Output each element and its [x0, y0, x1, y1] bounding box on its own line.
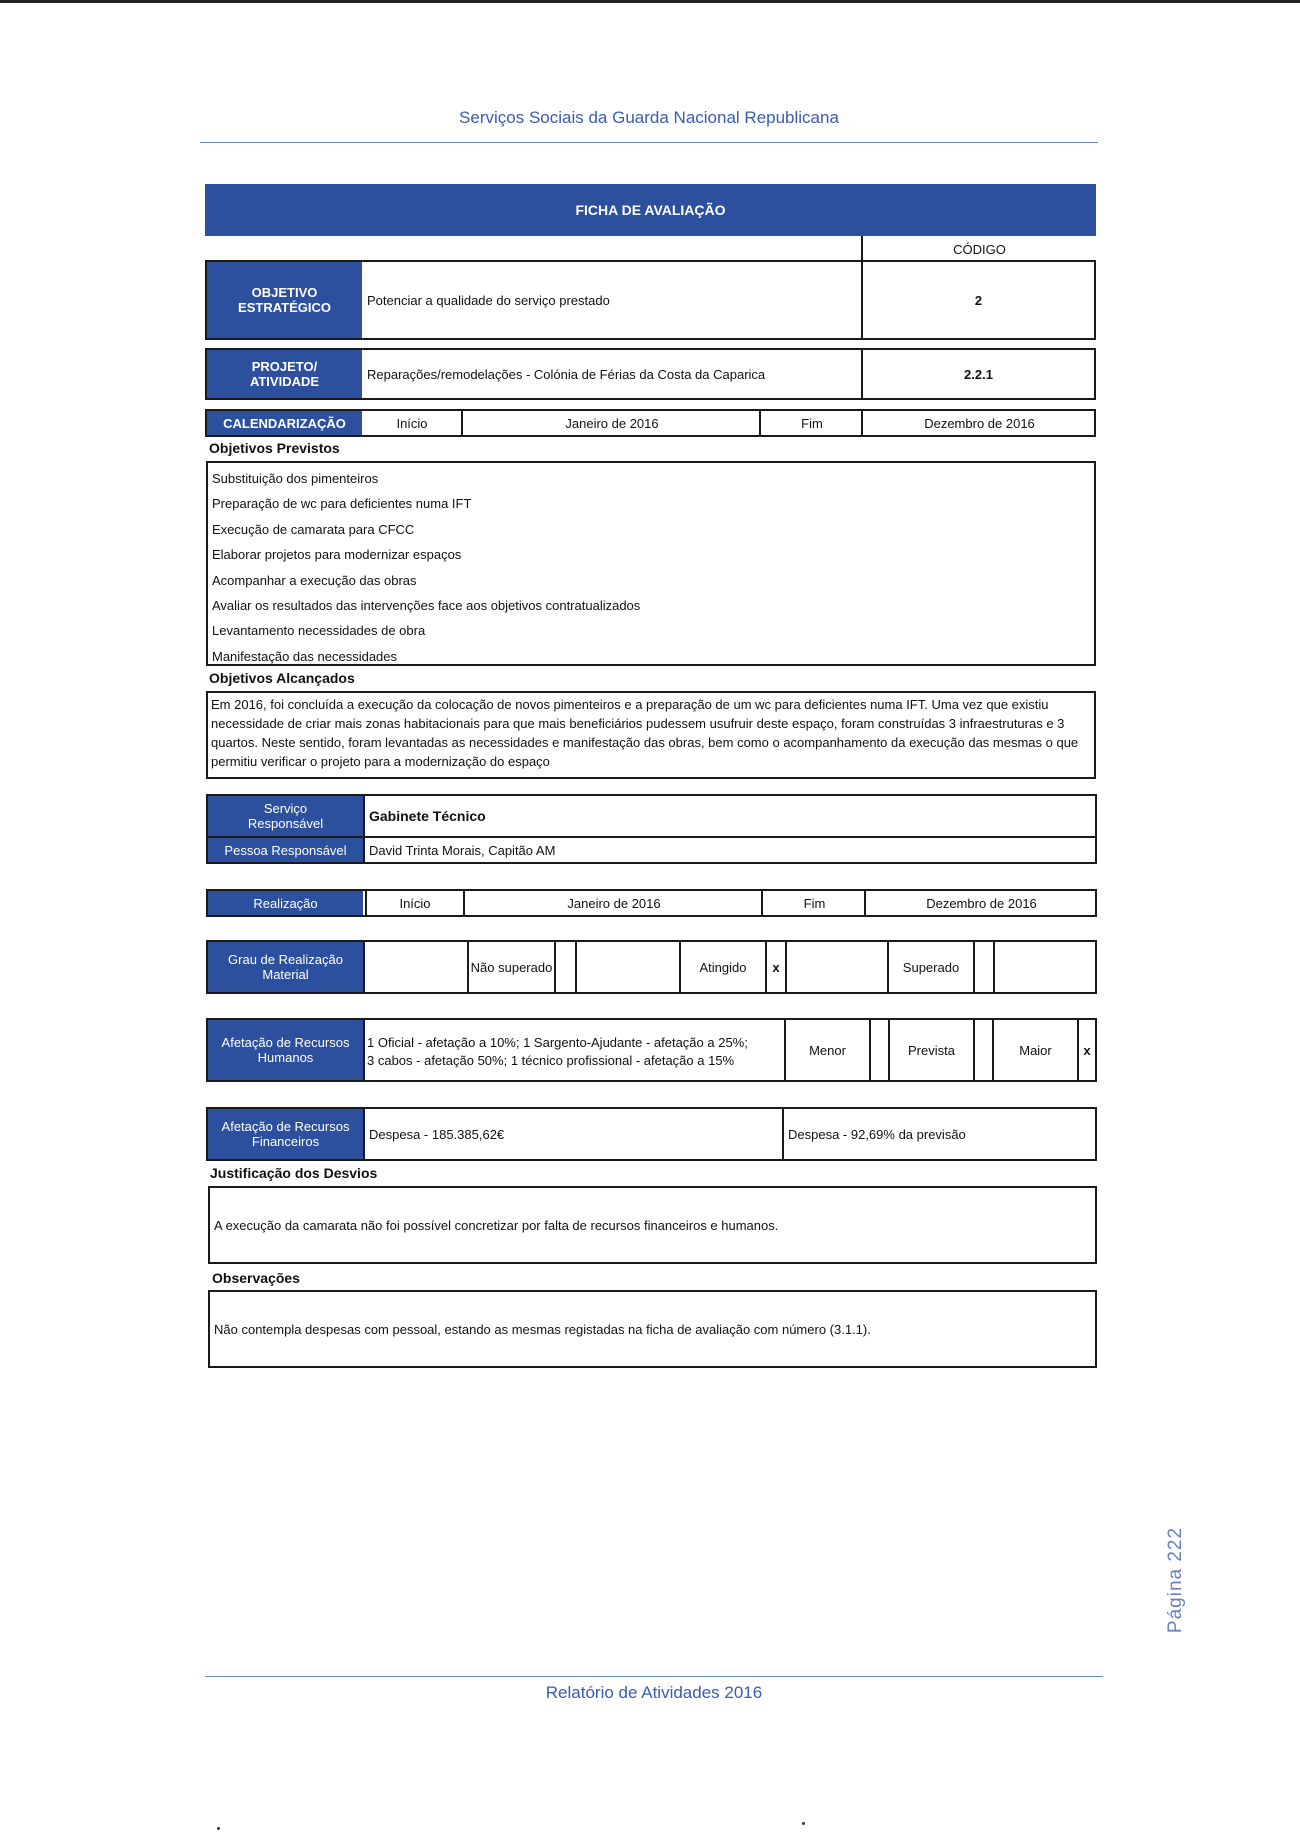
rh-line-2: 3 cabos - afetação 50%; 1 técnico profissional - afetação a 15% [367, 1053, 735, 1068]
footer-rule [205, 1676, 1103, 1677]
rf-label: Afetação de Recursos Financeiros [208, 1109, 363, 1159]
realizacao-fim: Dezembro de 2016 [926, 895, 1037, 911]
justificacao-title: Justificação dos Desvios [210, 1165, 378, 1181]
page-top-border [0, 0, 1300, 3]
pessoa-label: Pessoa Responsável [208, 838, 363, 862]
rh-label: Afetação de Recursos Humanos [208, 1020, 363, 1080]
grau-label: Grau de Realização Material [208, 942, 363, 992]
rf-percent: Despesa - 92,69% da previsão [788, 1126, 966, 1142]
objetivo-row [205, 260, 1096, 340]
previstos-title: Objetivos Previstos [209, 440, 340, 456]
realizacao-label: Realização [208, 891, 363, 915]
grau-row [206, 940, 1097, 994]
realizacao-inicio-label: Início [365, 891, 465, 915]
servico-label: Serviço Responsável [208, 796, 363, 836]
alcancados-title: Objetivos Alcançados [209, 670, 355, 686]
alcancados-text: Em 2016, foi concluída a execução da colocação de novos pimenteiros e a preparação de um wc para deficientes numa IFT. Uma vez que existiu necessidade de criar mais zonas habitacionais para que mais beneficiários pudessem usufruir deste espaço, foram construídas 3 infraestruturas e 3 quartos. Neste sentido, foram levantadas as necessidades e manifestação das obras, bem como o acompanhamento da execução das mesmas o que permitiu verificar o projeto para a modernização do espaço [206, 691, 1096, 779]
list-item: Substituição dos pimenteiros [212, 471, 379, 486]
header-rule [200, 142, 1098, 143]
projeto-value: Reparações/remodelações - Colónia de Férias da Costa da Caparica [367, 366, 766, 382]
list-item: Execução de camarata para CFCC [212, 521, 415, 537]
page-header: Serviços Sociais da Guarda Nacional Republicana [459, 108, 839, 127]
responsavel-block [206, 794, 1097, 864]
list-item: Preparação de wc para deficientes numa IFT [212, 496, 472, 512]
projeto-label: PROJETO/ ATIVIDADE [207, 350, 362, 398]
grau-nao-superado: Não superado [470, 959, 553, 975]
calendarizacao-fim-label: Fim [763, 411, 863, 435]
realizacao-row [206, 889, 1097, 917]
rf-despesa: Despesa - 185.385,62€ [369, 1126, 505, 1142]
list-item: Levantamento necessidades de obra [212, 623, 426, 639]
previstos-list [206, 461, 1096, 666]
rh-maior: Maior [1019, 1042, 1052, 1058]
calendarizacao-fim: Dezembro de 2016 [924, 415, 1035, 431]
calendarizacao-inicio: Janeiro de 2016 [465, 411, 761, 435]
pessoa-value: David Trinta Morais, Capitão AM [369, 842, 556, 858]
list-item: Elaborar projetos para modernizar espaços [212, 547, 462, 563]
calendarizacao-row [205, 409, 1096, 437]
rh-menor: Menor [809, 1042, 846, 1058]
objetivo-label: OBJETIVO ESTRATÉGICO [207, 262, 362, 338]
grau-atingido: Atingido [699, 959, 747, 975]
rh-row [206, 1018, 1097, 1082]
calendarizacao-inicio-label: Início [363, 411, 463, 435]
rh-text [367, 1034, 787, 1070]
list-item: Avaliar os resultados das intervenções face aos objetivos contratualizados [212, 597, 641, 613]
objetivo-value: Potenciar a qualidade do serviço prestado [367, 292, 610, 308]
justificacao-text: A execução da camarata não foi possível concretizar por falta de recursos financeiros e humanos. [208, 1186, 1097, 1264]
objetivo-code: 2 [974, 292, 983, 308]
calendarizacao-label: CALENDARIZAÇÃO [207, 411, 362, 435]
rf-row [206, 1107, 1097, 1161]
observacoes-title: Observações [212, 1270, 300, 1286]
page-number: Página 222 [1165, 1526, 1186, 1634]
projeto-code: 2.2.1 [964, 366, 993, 382]
observacoes-text: Não contempla despesas com pessoal, estando as mesmas registadas na ficha de avaliação com número (3.1.1). [208, 1290, 1097, 1368]
realizacao-fim-label: Fim [765, 891, 866, 915]
rh-line-1: 1 Oficial - afetação a 10%; 1 Sargento-Ajudante - afetação a 25%; [367, 1035, 748, 1050]
scan-speck [217, 1827, 220, 1830]
list-item: Acompanhar a execução das obras [212, 572, 417, 588]
codigo-label: CÓDIGO [953, 241, 1006, 257]
page-footer: Relatório de Atividades 2016 [545, 1683, 763, 1702]
grau-atingido-mark: x [772, 959, 780, 975]
projeto-row [205, 348, 1096, 400]
rh-prevista: Prevista [908, 1042, 955, 1058]
scan-speck [802, 1822, 805, 1825]
grau-superado: Superado [902, 959, 960, 975]
rh-maior-mark: x [1083, 1042, 1091, 1058]
servico-value: Gabinete Técnico [369, 808, 486, 824]
list-item: Manifestação das necessidades [212, 648, 398, 664]
realizacao-inicio: Janeiro de 2016 [467, 891, 763, 915]
form-title: FICHA DE AVALIAÇÃO [205, 184, 1096, 236]
